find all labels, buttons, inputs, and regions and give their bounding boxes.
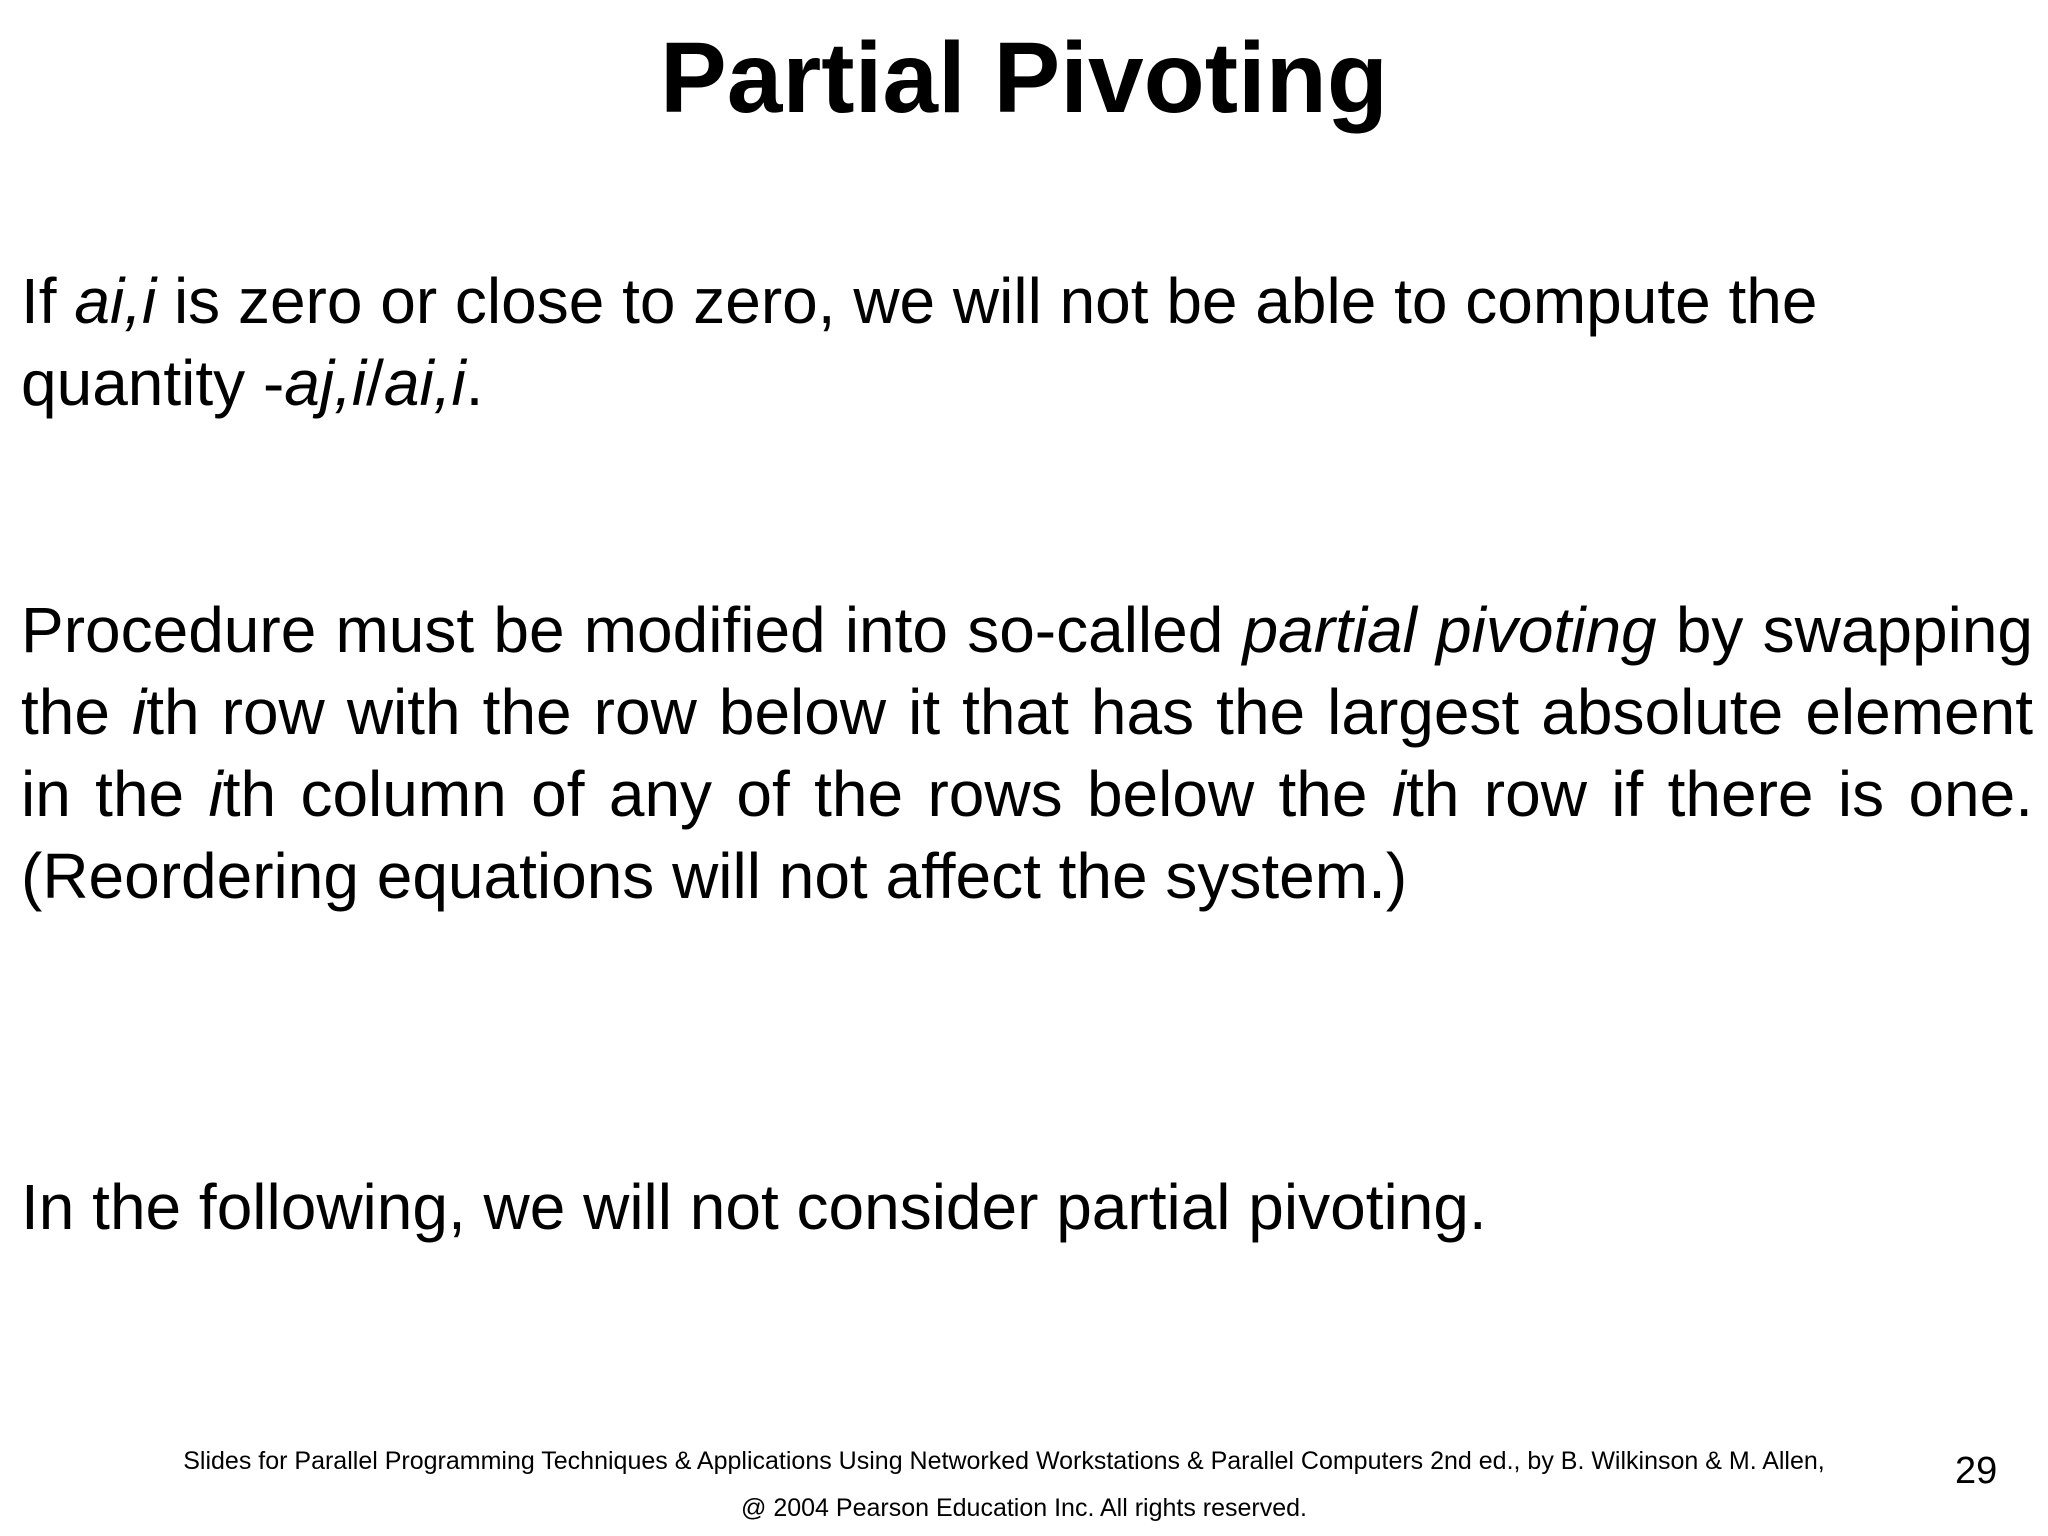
text-run: /: [366, 347, 384, 419]
emphasis-run: ai,i: [383, 347, 466, 419]
emphasis-run: i: [132, 676, 147, 748]
footer-copyright: @ 2004 Pearson Education Inc. All rights reserved.: [741, 1494, 1307, 1522]
text-run: th row with the row below it that has the largest absolute element in the: [21, 676, 2034, 830]
paragraph-procedure: [21, 589, 2033, 917]
text-run: th column of any of the rows below the: [222, 758, 1392, 830]
page-number: 29: [1955, 1450, 1998, 1492]
emphasis-run: i: [1391, 758, 1407, 830]
text-run: Procedure must be modified into so-called: [21, 594, 1243, 666]
emphasis-run: ai,i: [74, 265, 157, 337]
emphasis-run: partial pivoting: [1242, 594, 1657, 666]
emphasis-run: aj,i: [284, 347, 367, 419]
paragraph-following: In the following, we will not consider partial pivoting.: [21, 1171, 1487, 1243]
paragraph-zero-pivot: [21, 260, 2033, 424]
text-run: If: [21, 265, 75, 337]
text-run: is zero or close to zero, we will not be able to compute the quantity -: [21, 265, 1818, 419]
emphasis-run: i: [208, 758, 223, 830]
slide-title: Partial Pivoting: [660, 22, 1388, 134]
text-run: by swapping the: [21, 594, 2034, 748]
text-run: th row if there is one. (Reordering equations will not affect the system.): [21, 758, 2034, 912]
footer-credits: Slides for Parallel Programming Techniques & Applications Using Networked Workstations & Parallel Computers 2nd ed., by B. Wilkinson & M. Allen,: [183, 1447, 1825, 1475]
text-run: .: [465, 347, 484, 419]
